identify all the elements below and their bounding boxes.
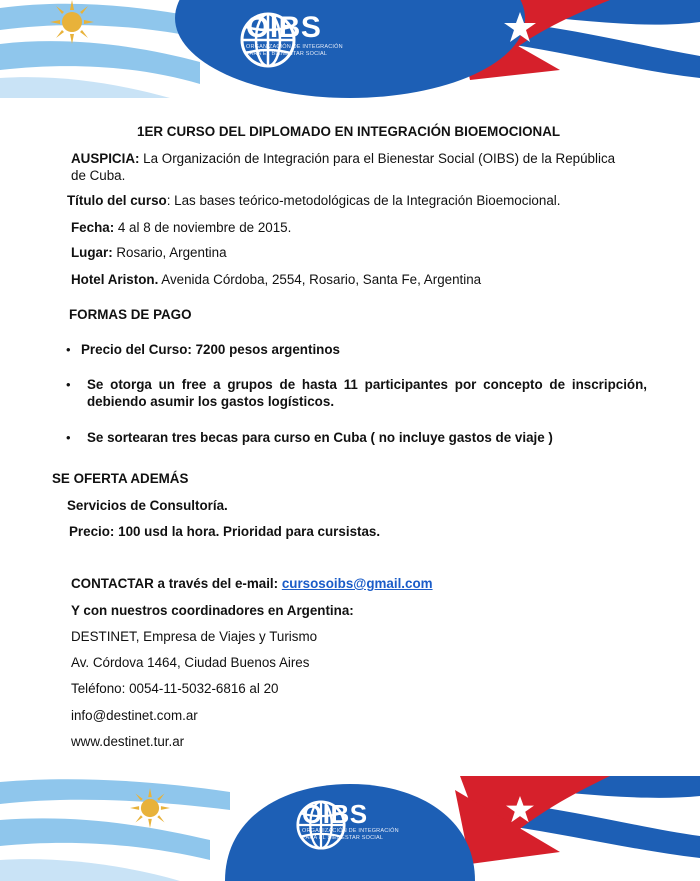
course-title-label: Título del curso	[67, 193, 167, 208]
offer-heading: SE OFERTA ADEMÁS	[52, 471, 189, 486]
hotel-text: Avenida Córdoba, 2554, Rosario, Santa Fe, Argentina	[158, 272, 482, 287]
place-text: Rosario, Argentina	[112, 245, 227, 260]
course-title-line	[67, 192, 560, 209]
auspicia-label: AUSPICIA:	[71, 151, 140, 166]
globe-icon	[296, 800, 346, 850]
date-text: 4 al 8 de noviembre de 2015.	[114, 220, 292, 235]
star-icon	[505, 796, 535, 824]
contact-label: CONTACTAR a través del e-mail:	[71, 576, 282, 591]
hotel-label: Hotel Ariston.	[71, 272, 159, 287]
auspicia-line-1	[71, 150, 615, 167]
consulting-price: Precio: 100 usd la hora. Prioridad para cursistas.	[69, 524, 381, 539]
star-icon	[503, 12, 537, 44]
logo-subtitle-1: ORGANIZACIÓN DE INTEGRACIÓN	[302, 828, 399, 834]
hotel-line	[71, 271, 481, 288]
footer-banner	[0, 776, 700, 881]
sun-icon	[130, 788, 170, 828]
sun-icon	[50, 0, 94, 44]
header-banner	[0, 0, 700, 98]
logo-subtitle-1: ORGANIZACIÓN DE INTEGRACIÓN	[246, 44, 343, 50]
agency-phone: Teléfono: 0054-11-5032-6816 al 20	[71, 681, 279, 696]
agency-email: info@destinet.com.ar	[71, 708, 198, 723]
bullet-icon: •	[66, 377, 71, 392]
date-line	[71, 219, 291, 236]
contact-line	[71, 575, 433, 592]
payment-heading: FORMAS DE PAGO	[69, 307, 192, 322]
agency-address: Av. Córdova 1464, Ciudad Buenos Aires	[71, 655, 310, 670]
course-title-text: : Las bases teórico-metodológicas de la Integración Bioemocional.	[166, 193, 561, 208]
bullet-scholarships: Se sortearan tres becas para curso en Cuba ( no incluye gastos de viaje )	[87, 430, 553, 445]
agency-name: DESTINET, Empresa de Viajes y Turismo	[71, 629, 318, 644]
auspicia-line-2: de Cuba.	[71, 168, 126, 183]
coordinators-heading: Y con nuestros coordinadores en Argentina:	[71, 603, 354, 618]
bullet-free-group: Se otorga un free a grupos de hasta 11 participantes por concepto de inscripción, debiendo asumir los gastos logísticos.	[87, 377, 647, 409]
logo-name: OIBS	[302, 799, 368, 829]
oibs-logo	[296, 800, 399, 842]
place-label: Lugar:	[71, 245, 113, 260]
date-label: Fecha:	[71, 220, 115, 235]
place-line	[71, 244, 227, 261]
logo-name: OIBS	[246, 11, 322, 44]
globe-icon	[240, 12, 296, 68]
bullet-icon: •	[66, 430, 71, 445]
bullet-icon: •	[66, 342, 71, 357]
agency-website: www.destinet.tur.ar	[71, 734, 185, 749]
oibs-logo	[240, 12, 343, 58]
logo-subtitle-2: PARA EL BIENESTAR SOCIAL	[302, 835, 384, 841]
logo-subtitle-2: PARA EL BIENESTAR SOCIAL	[246, 51, 328, 57]
auspicia-text: La Organización de Integración para el Bienestar Social (OIBS) de la República	[139, 151, 616, 166]
bullet-price: Precio del Curso: 7200 pesos argentinos	[81, 342, 340, 357]
contact-email-link[interactable]: cursosoibs@gmail.com	[281, 576, 433, 591]
document-title: 1ER CURSO DEL DIPLOMADO EN INTEGRACIÓN BIOEMOCIONAL	[137, 124, 561, 139]
consulting-services: Servicios de Consultoría.	[67, 498, 228, 513]
flag-graphic	[0, 0, 700, 98]
